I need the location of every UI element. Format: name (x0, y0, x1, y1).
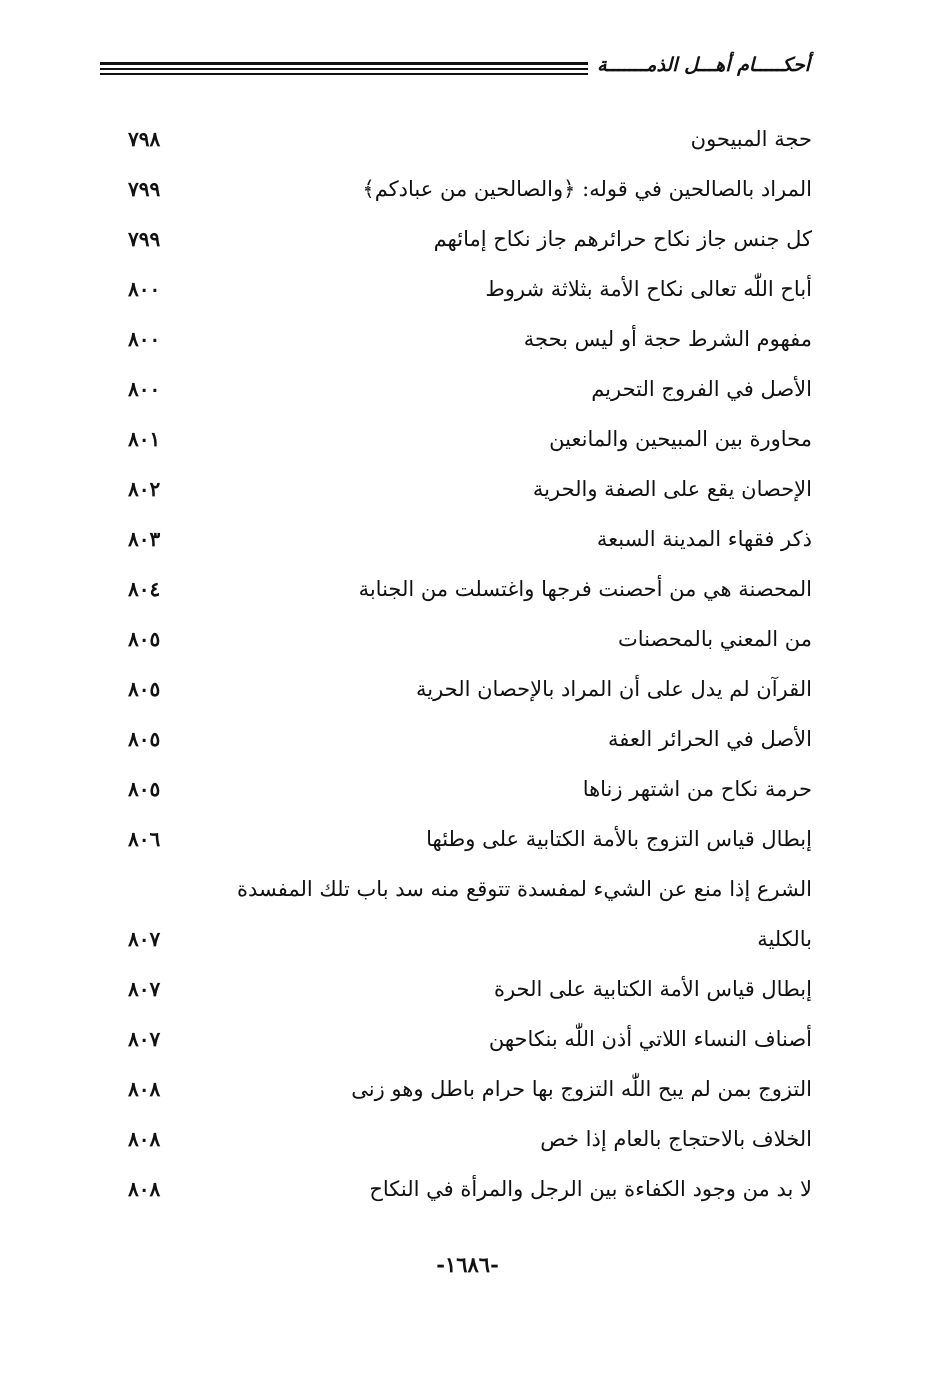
toc-entry-page: ٨٠٠ (128, 327, 161, 351)
toc-entry-page: ٧٩٩ (128, 177, 161, 201)
toc-entry (128, 664, 812, 714)
running-header (100, 52, 810, 86)
toc-entry-page: ٨٠٥ (128, 677, 161, 701)
toc-entry-title: ذكر فقهاء المدينة السبعة (596, 527, 812, 551)
toc-entry (128, 214, 812, 264)
toc-entry-title: محاورة بين المبيحين والمانعين (549, 427, 812, 451)
toc-entry (128, 414, 812, 464)
toc-entry-title: حرمة نكاح من اشتهر زناها (582, 777, 812, 801)
toc-entry-title: إبطال قياس الأمة الكتابية على الحرة (493, 977, 812, 1001)
toc-entry-title: الإحصان يقع على الصفة والحرية (532, 477, 812, 501)
toc-entry-page: ٨٠٧ (128, 927, 161, 951)
toc-entry-page: ٨٠٨ (128, 1077, 161, 1101)
toc-entry (128, 714, 812, 764)
toc-entry-title: كل جنس جاز نكاح حرائرهم جاز نكاح إمائهم (433, 227, 812, 251)
toc-entry-title: القرآن لم يدل على أن المراد بالإحصان الحرية (415, 677, 812, 701)
toc-entry-title: حجة المبيحون (690, 127, 812, 151)
toc-entry-page: ٨٠٤ (128, 577, 161, 601)
toc-entry (128, 464, 812, 514)
table-of-contents (128, 114, 812, 1214)
page-number: -١٦٨٦- (436, 1252, 499, 1277)
book-title: أحكـــــام أهـــل الذمـــــــة (597, 54, 810, 76)
toc-entry-page: ٨٠٥ (128, 627, 161, 651)
toc-entry-title: الأصل في الفروج التحريم (591, 377, 812, 401)
toc-entry-page: ٨٠٧ (128, 977, 161, 1001)
toc-entry (128, 814, 812, 864)
toc-entry-page: ٨٠٣ (128, 527, 161, 551)
toc-entry (128, 1114, 812, 1164)
toc-entry-title: الخلاف بالاحتجاج بالعام إذا خص (540, 1127, 812, 1151)
toc-entry-page: ٨٠٠ (128, 277, 161, 301)
toc-entry-title: الشرع إذا منع عن الشيء لمفسدة تتوقع منه سد باب تلك المفسدة بالكلية (236, 877, 812, 951)
toc-entry (128, 564, 812, 614)
toc-entry-title: من المعني بالمحصنات (618, 627, 812, 651)
toc-entry-title: مفهوم الشرط حجة أو ليس بحجة (523, 327, 812, 351)
toc-entry-page: ٨٠٢ (128, 477, 161, 501)
header-rule (100, 62, 588, 76)
toc-entry-page: ٧٩٩ (128, 227, 161, 251)
toc-entry-title: أباح اللّٰه تعالى نكاح الأمة بثلاثة شروط (485, 277, 812, 301)
toc-entry-title: التزوج بمن لم يبح اللّٰه التزوج بها حرام باطل وهو زنى (351, 1077, 812, 1101)
toc-entry (128, 1014, 812, 1064)
toc-entry (128, 964, 812, 1014)
toc-entry (128, 1064, 812, 1114)
toc-entry-title: إبطال قياس التزوج بالأمة الكتابية على وطئها (426, 827, 812, 851)
toc-entry (128, 1164, 812, 1214)
toc-entry-title: لا بد من وجود الكفاءة بين الرجل والمرأة في النكاح (369, 1177, 812, 1201)
toc-entry-title: المحصنة هي من أحصنت فرجها واغتسلت من الجنابة (358, 577, 812, 601)
toc-entry (128, 164, 812, 214)
toc-entry-page: ٨٠٥ (128, 777, 161, 801)
toc-entry (128, 514, 812, 564)
toc-entry-title: المراد بالصالحين في قوله: ﴿والصالحين من عبادكم﴾ (362, 177, 812, 201)
toc-entry (128, 264, 812, 314)
toc-entry (128, 614, 812, 664)
toc-entry-title: الأصل في الحرائر العفة (607, 727, 812, 751)
toc-entry-page: ٨٠٨ (128, 1177, 161, 1201)
toc-entry (128, 864, 812, 964)
toc-entry-page: ٨٠٠ (128, 377, 161, 401)
toc-entry (128, 314, 812, 364)
toc-entry-page: ٨٠٧ (128, 1027, 161, 1051)
toc-entry-page: ٨٠٦ (128, 827, 161, 851)
toc-entry-page: ٧٩٨ (128, 127, 161, 151)
toc-entry (128, 364, 812, 414)
toc-entry-page: ٨٠٨ (128, 1127, 161, 1151)
toc-entry (128, 114, 812, 164)
toc-entry (128, 764, 812, 814)
toc-entry-page: ٨٠١ (128, 427, 161, 451)
toc-entry-page: ٨٠٥ (128, 727, 161, 751)
toc-entry-title: أصناف النساء اللاتي أذن اللّٰه بنكاحهن (488, 1027, 812, 1051)
